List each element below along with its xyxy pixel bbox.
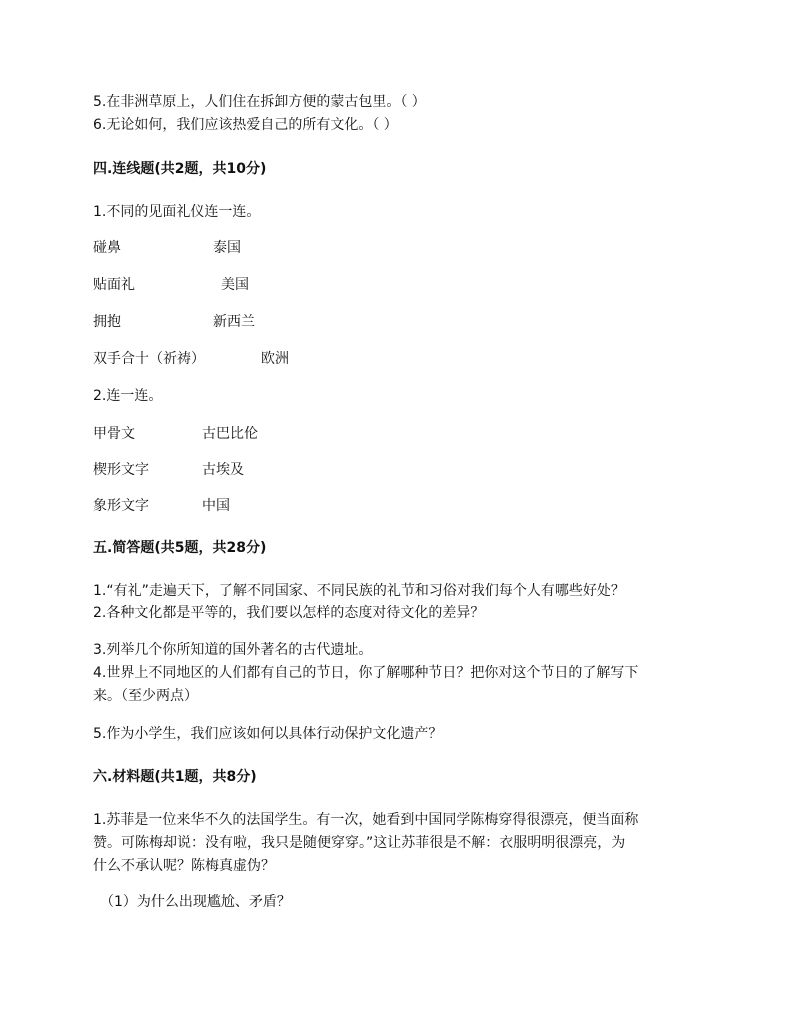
material-q1-line1: 1.苏菲是一位来华不久的法国学生。有一次，她看到中国同学陈梅穿得很漂亮，便当面称 — [93, 812, 639, 828]
matching-q2-right-2: 古埃及 — [202, 462, 244, 478]
matching-q2-left-2: 楔形文字 — [93, 462, 149, 478]
matching-q1-left-4: 双手合十（祈祷） — [93, 351, 205, 367]
tf-item-5: 5.在非洲草原上，人们住在拆卸方便的蒙古包里。（ ） — [93, 94, 426, 110]
short-answer-q1: 1.“有礼”走遍天下，了解不同国家、不同民族的礼节和习俗对我们每个人有哪些好处？ — [93, 583, 625, 599]
short-answer-q5: 5.作为小学生，我们应该如何以具体行动保护文化遗产？ — [93, 726, 443, 742]
tf-item-6: 6.无论如何，我们应该热爱自己的所有文化。（ ） — [93, 117, 398, 133]
material-q1-line3: 什么不承认呢？陈梅真虚伪？ — [93, 858, 275, 874]
matching-q1-right-3: 新西兰 — [213, 314, 255, 330]
material-q1-line2: 赞。可陈梅却说：没有啦，我只是随便穿穿。”这让苏菲很是不解：衣服明明很漂亮，为 — [93, 835, 626, 851]
matching-q1-right-2: 美国 — [221, 277, 249, 293]
matching-q1-left-2: 贴面礼 — [93, 277, 135, 293]
section-6-title: 六.材料题(共1题，共8分) — [93, 769, 257, 785]
matching-q1-right-4: 欧洲 — [261, 351, 289, 367]
matching-q2-left-3: 象形文字 — [93, 498, 149, 514]
section-4-title: 四.连线题(共2题，共10分) — [93, 161, 267, 177]
material-q1-sub1: （1）为什么出现尴尬、矛盾？ — [100, 894, 291, 910]
matching-q2-right-1: 古巴比伦 — [202, 426, 258, 442]
matching-q1-right-1: 泰国 — [213, 240, 241, 256]
matching-q2-prompt: 2.连一连。 — [93, 388, 163, 404]
matching-q1-prompt: 1.不同的见面礼仪连一连。 — [93, 204, 261, 220]
section-5-title: 五.简答题(共5题，共28分) — [93, 540, 267, 556]
short-answer-q4-line1: 4.世界上不同地区的人们都有自己的节日，你了解哪种节日？把你对这个节日的了解写下 — [93, 665, 639, 681]
matching-q1-left-1: 碰鼻 — [93, 240, 121, 256]
short-answer-q2: 2.各种文化都是平等的，我们要以怎样的态度对待文化的差异？ — [93, 605, 485, 621]
short-answer-q3: 3.列举几个你所知道的国外著名的古代遗址。 — [93, 642, 373, 658]
short-answer-q4-line2: 来。（至少两点） — [93, 688, 198, 704]
matching-q2-right-3: 中国 — [202, 498, 230, 514]
matching-q1-left-3: 拥抱 — [93, 314, 121, 330]
matching-q2-left-1: 甲骨文 — [93, 426, 135, 442]
